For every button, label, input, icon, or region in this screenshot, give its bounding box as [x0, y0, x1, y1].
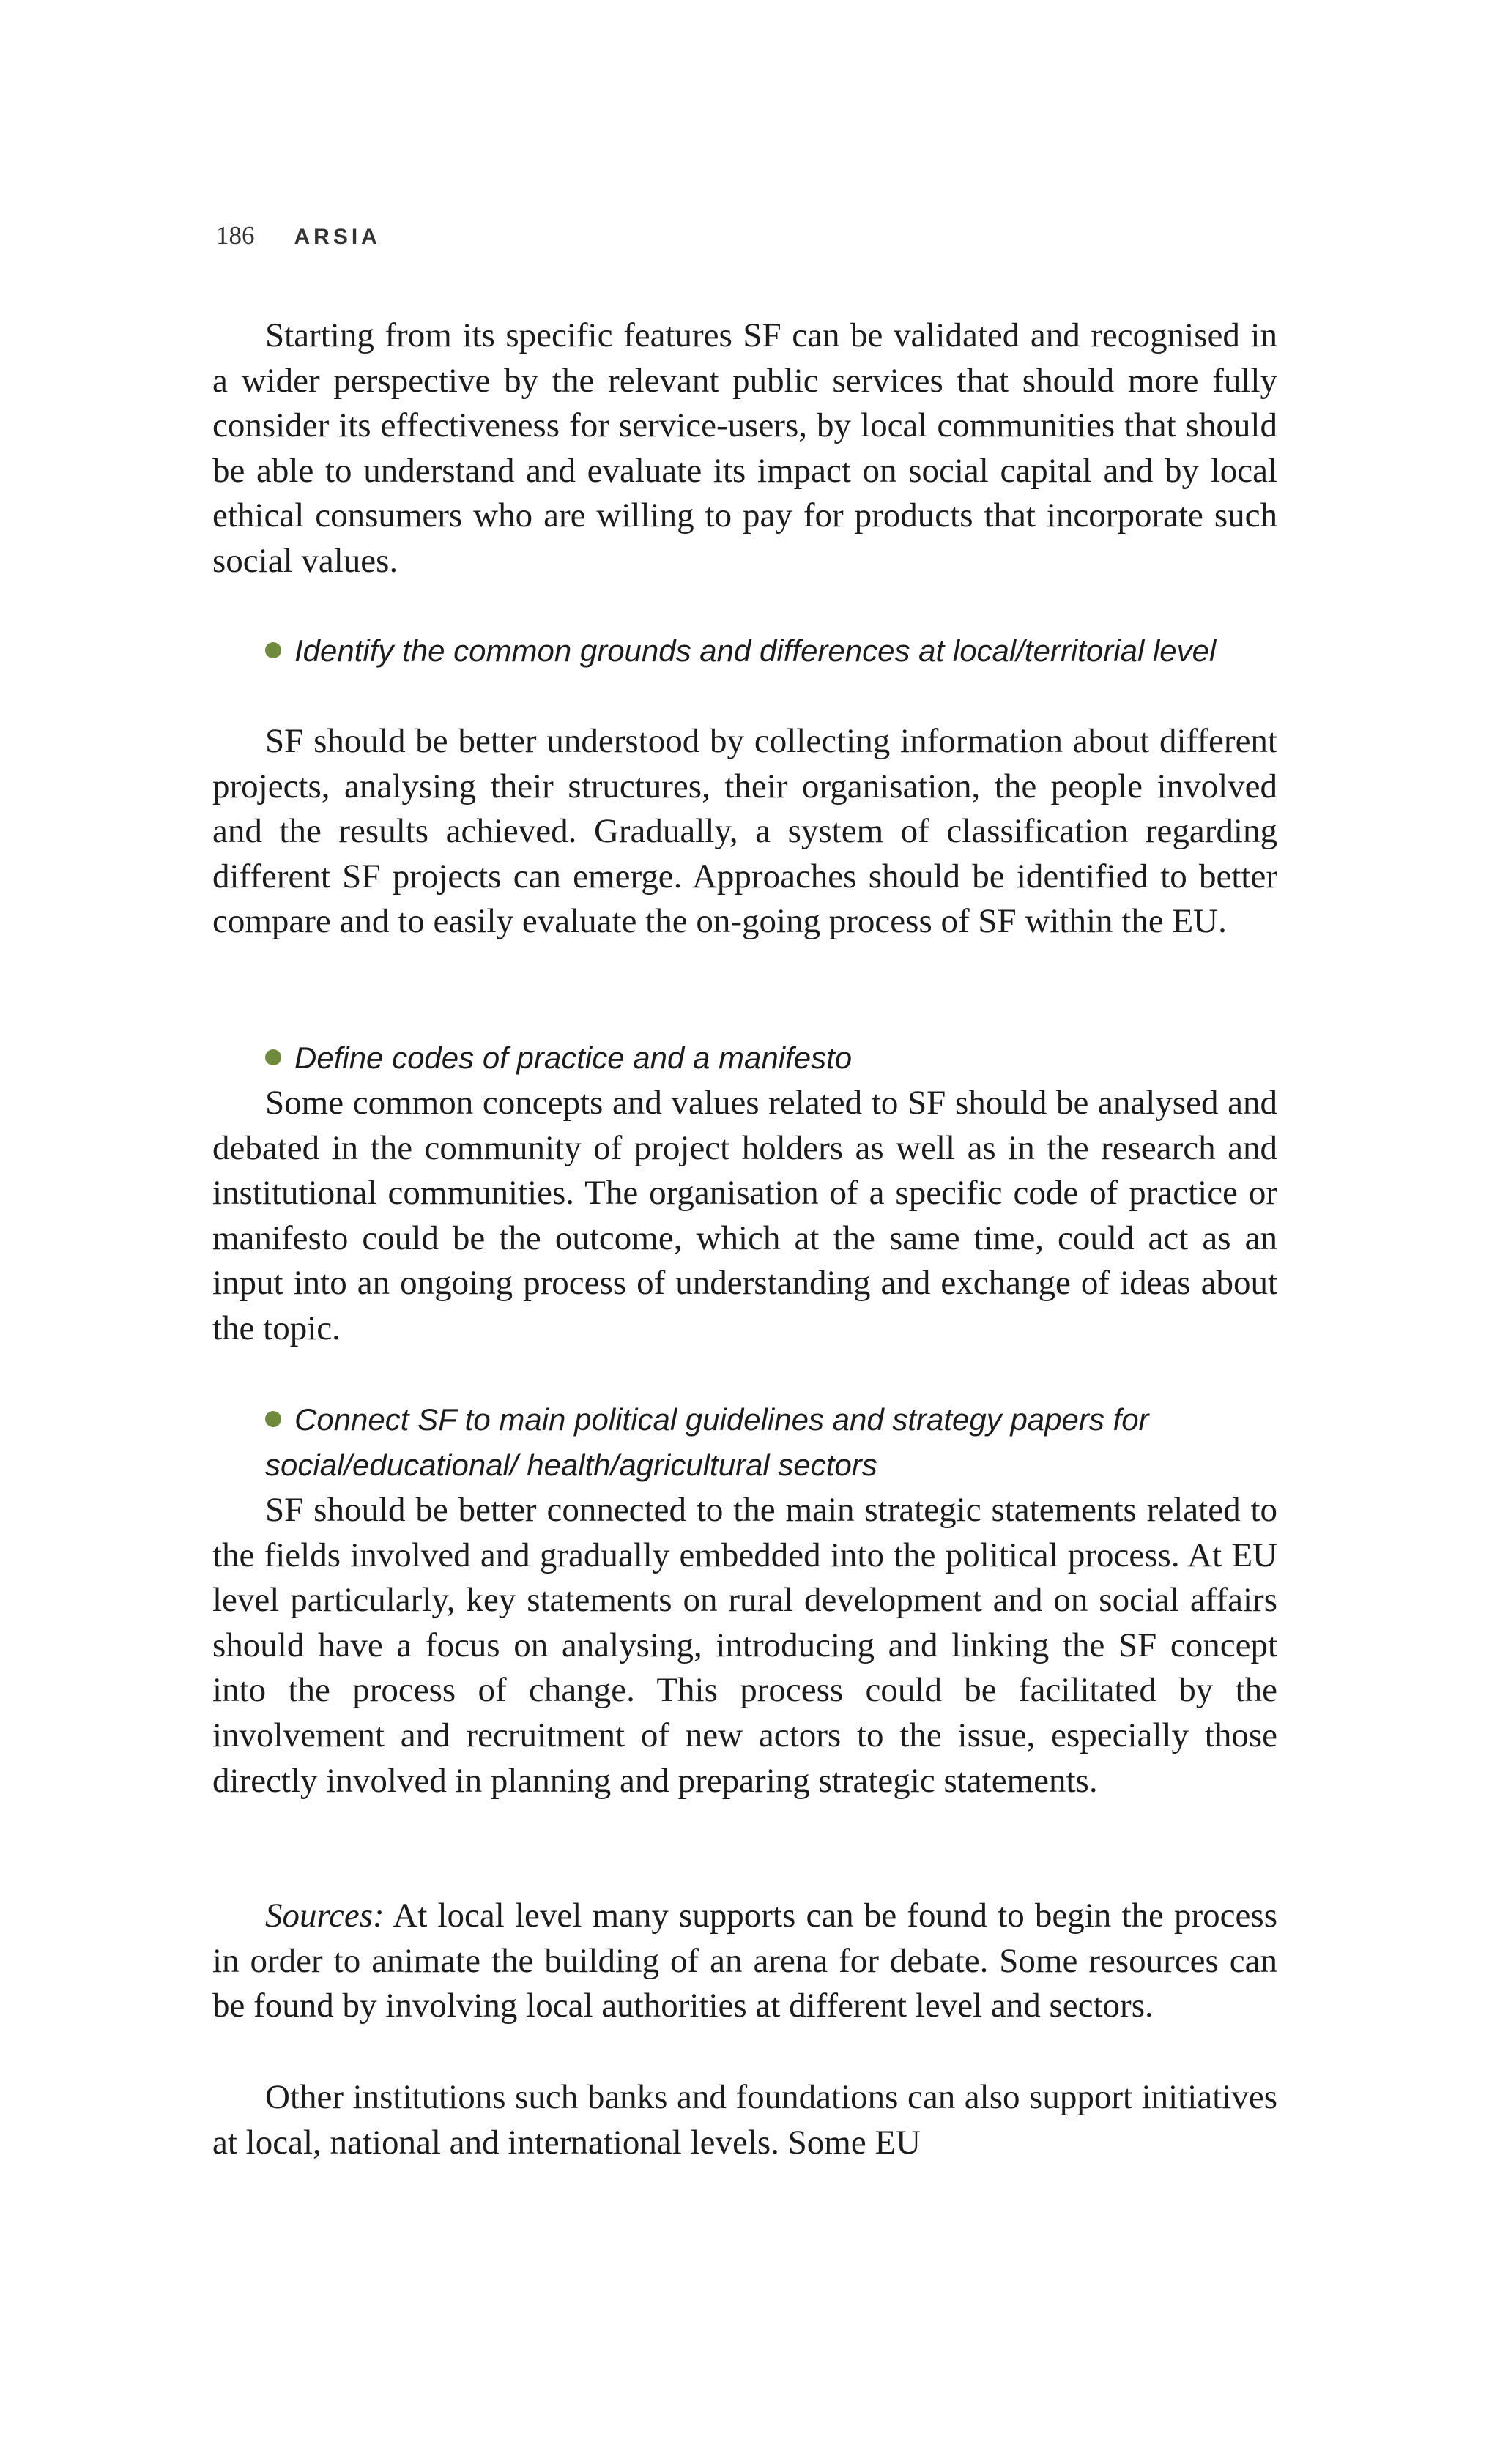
bullet-icon	[265, 1411, 281, 1427]
page-number: 186	[216, 221, 255, 250]
running-head: ARSIA	[294, 225, 381, 249]
section-body-political-guidelines: SF should be better connected to the main strategic statements related to the fields involved and gradually embedded into the political process. At EU level particularly, key statements on rural development and on social affairs should have a focus on analysing, introducing and linking the SF concept into the process of change. This process could be facilitated by the involvement and recruitment of new actors to the issue, especially those directly involved in planning and preparing strategic statements.	[212, 1491, 1277, 1800]
page-header	[216, 221, 381, 262]
bullet-icon	[265, 642, 281, 658]
section-heading-text: Connect SF to main political guidelines and strategy papers for social/educational/ health/agricultural sectors	[265, 1402, 1149, 1482]
section-heading-codes-of-practice	[265, 1035, 1305, 1081]
section-heading-text: Define codes of practice and a manifesto	[294, 1041, 853, 1075]
sources-label: Sources:	[265, 1897, 385, 1935]
sources-text: At local level many supports can be found to begin the process in order to animate the building of an arena for debate. Some resources can be found by involving local authorities at different level and sectors.	[212, 1897, 1277, 2025]
section-heading-text: Identify the common grounds and differences at local/territorial level	[294, 633, 1217, 668]
sources-paragraph	[212, 1894, 1277, 2029]
section-body-codes-of-practice: Some common concepts and values related to SF should be analysed and debated in the community of project holders as well as in the research and institutional communities. The organisation of a specific code of practice or manifesto could be the outcome, which at the same time, could act as an input into an ongoing process of understanding and exchange of ideas about the topic.	[212, 1084, 1277, 1347]
intro-paragraph: Starting from its specific features SF can be validated and recognised in a wider perspective by the relevant public services that should more fully consider its effectiveness for service-users, by local communities that should be able to understand and evaluate its impact on social capital and by local ethical consumers who are willing to pay for products that incorporate such social values.	[212, 316, 1277, 580]
sources-continuation: Other institutions such banks and foundations can also support initiatives at local, national and international levels. Some EU	[212, 2078, 1277, 2162]
bullet-icon	[265, 1049, 281, 1065]
section-heading-common-grounds	[265, 628, 1305, 674]
section-heading-political-guidelines	[265, 1397, 1305, 1487]
section-body-common-grounds: SF should be better understood by collecting information about different projects, analysing their structures, their organisation, the people involved and the results achieved. Gradually, a system of classification regarding different SF projects can emerge. Approaches should be identified to better compare and to easily evaluate the on-going process of SF within the EU.	[212, 722, 1277, 941]
